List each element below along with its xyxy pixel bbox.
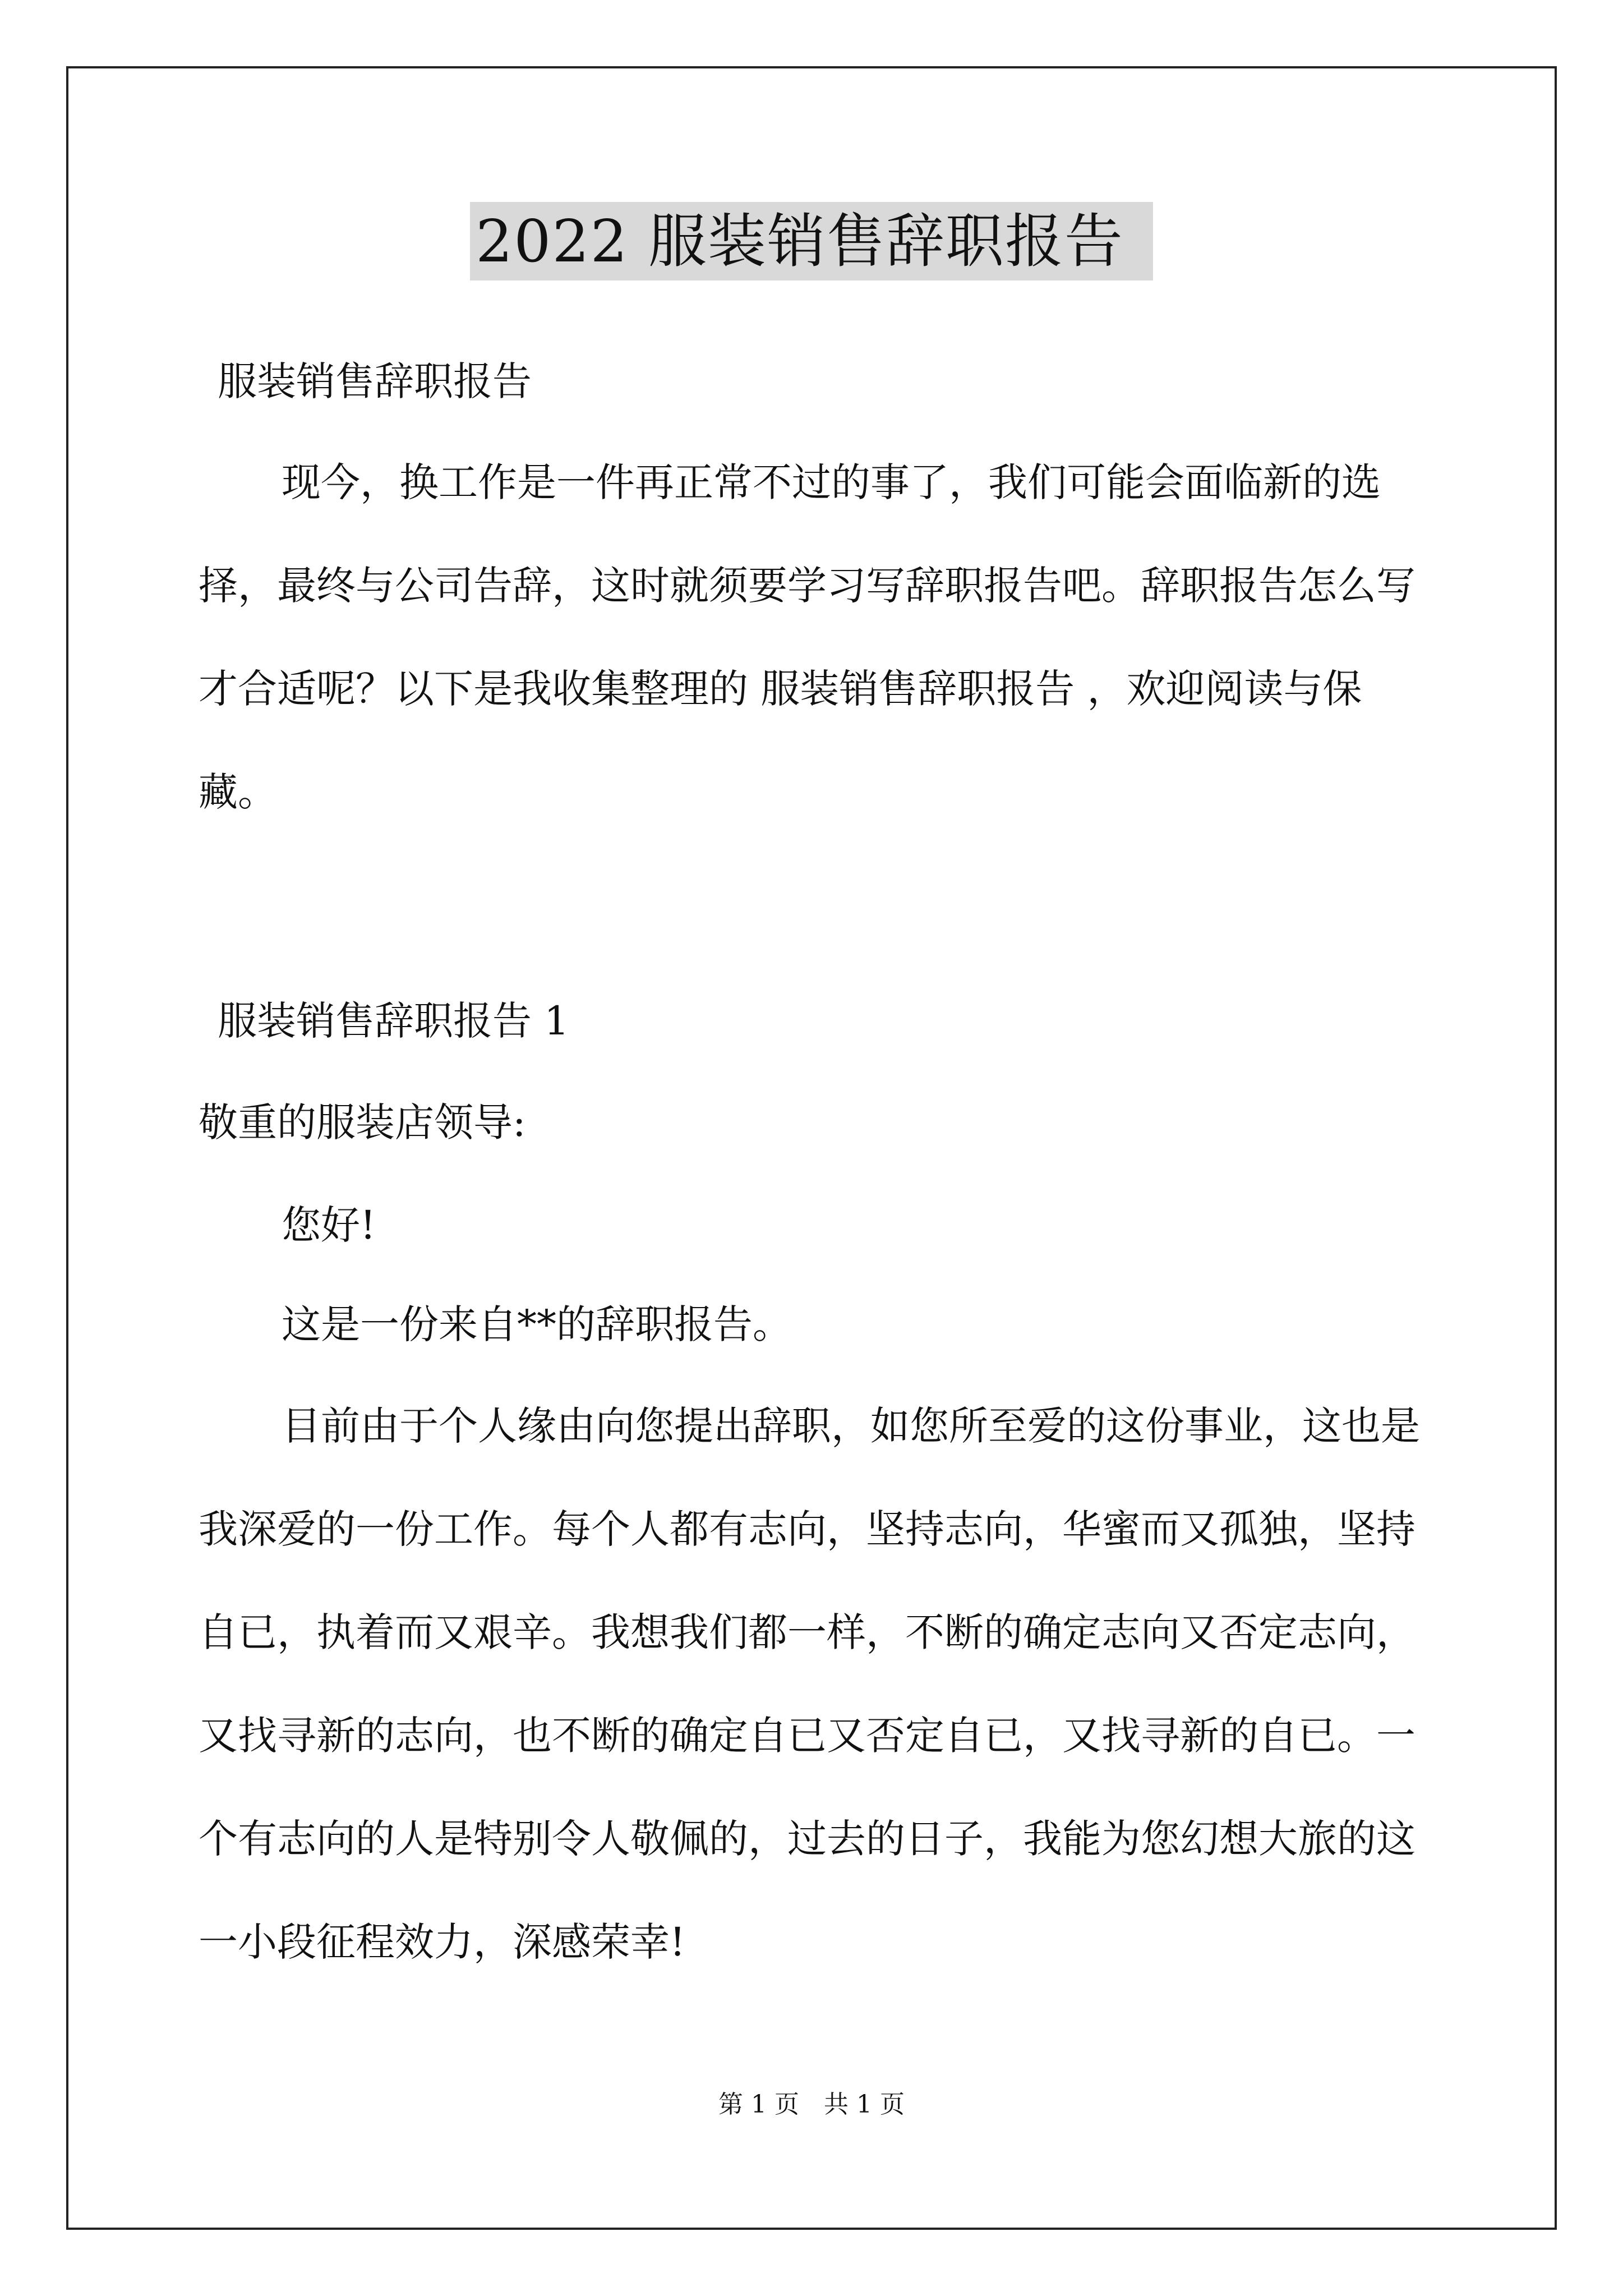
page-number-current: 第 1 页 xyxy=(718,2090,799,2119)
page-footer xyxy=(0,2088,1623,2122)
greeting: 您好! xyxy=(282,1202,376,1248)
document-subtitle: 服装销售辞职报告 xyxy=(218,358,532,404)
document-title: 2022 服装销售辞职报告 xyxy=(470,202,1153,280)
title-container xyxy=(0,202,1623,280)
intro-paragraph: 现今，换工作是一件再正常不过的事了，我们可能会面临新的选择，最终与公司告辞，这时就须要学习写辞职报告吧。辞职报告怎么写才合适呢？以下是我收集整理的 服装销售辞职报告 ，欢迎阅读与保藏。 xyxy=(199,459,1415,815)
body-paragraph-1: 这是一份来自**的辞职报告。 xyxy=(282,1301,792,1347)
section-heading: 服装销售辞职报告 1 xyxy=(218,998,569,1044)
body-paragraph-2: 目前由于个人缘由向您提出辞职，如您所至爱的这份事业，这也是我深爱的一份工作。每个人都有志向，坚持志向，华蜜而又孤独，坚持自已，执着而又艰辛。我想我们都一样，不断的确定志向又否定志向，又找寻新的志向，也不断的确定自已又否定自已，又找寻新的自已。一个有志向的人是特别令人敬佩的，过去的日子，我能为您幻想大旅的这一小段征程效力，深感荣幸! xyxy=(199,1403,1420,1965)
page-number-total: 共 1 页 xyxy=(824,2090,905,2119)
salutation: 敬重的服装店领导: xyxy=(199,1099,526,1145)
